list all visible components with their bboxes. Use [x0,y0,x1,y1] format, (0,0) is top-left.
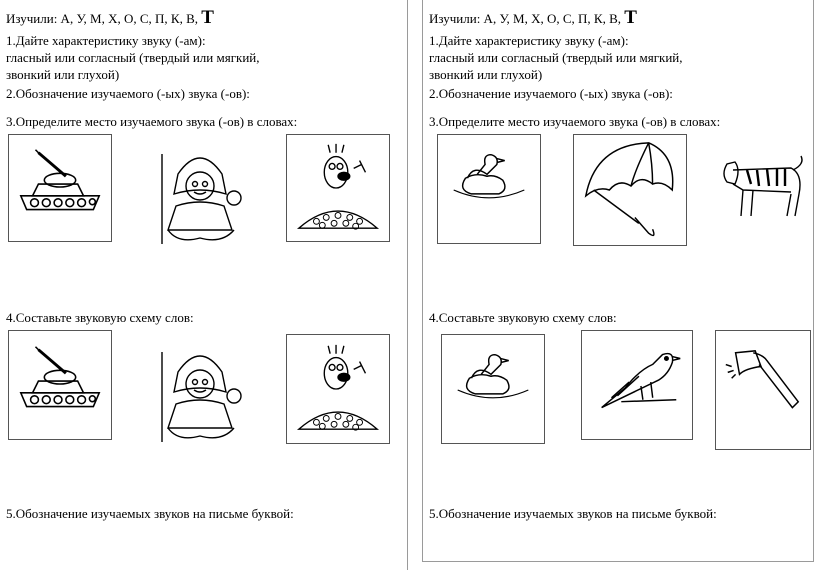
task-1-line-3: звонкий или глухой) [429,67,543,82]
umbrella-icon [574,135,686,245]
task-5-title: 5.Обозначение изучаемых звуков на письме буквой: [429,506,717,521]
picture-axe [715,330,811,450]
mole-icon [287,135,389,241]
bird-icon [582,331,692,439]
task-1-line-3: звонкий или глухой) [6,67,120,82]
duck-icon [438,135,540,243]
picture-grandmother-2 [148,332,252,446]
picture-umbrella [573,134,687,246]
picture-duck [437,134,541,244]
right-worksheet [422,0,814,562]
task-4-title: 4.Составьте звуковую схему слов: [6,310,194,325]
picture-tank [8,134,112,242]
picture-tank-2 [8,330,112,440]
studied-letters [6,7,214,28]
task-1-line-2: гласный или согласный (твердый или мягкий, [6,50,260,65]
studied-new-letter: Т [201,7,214,28]
picture-duck-2 [441,334,545,444]
tank-icon [9,135,111,241]
task-1-title: 1.Дайте характеристику звуку (-ам): [429,33,629,48]
task-1-title: 1.Дайте характеристику звуку (-ам): [6,33,206,48]
grandmother-icon [148,134,252,248]
task-3-title: 3.Определите место изучаемого звука (-ов) в словах: [6,114,298,129]
picture-tiger [707,134,811,244]
studied-letters-text: Изучили: А, У, М, Х, О, С, П, К, В, [6,11,199,26]
studied-letters-text: Изучили: А, У, М, Х, О, С, П, К, В, [429,11,622,26]
axe-icon [716,331,810,449]
mole-icon [287,335,389,443]
tank-icon [9,331,111,439]
task-3-title: 3.Определите место изучаемого звука (-ов) в словах: [429,114,721,129]
studied-letters [429,7,637,28]
studied-new-letter: Т [624,7,637,28]
grandmother-icon [148,332,252,446]
task-5-title: 5.Обозначение изучаемых звуков на письме буквой: [6,506,294,521]
task-4-title: 4.Составьте звуковую схему слов: [429,310,617,325]
duck-icon [442,335,544,443]
tiger-icon [707,134,811,244]
picture-mole [286,134,390,242]
task-1-line-2: гласный или согласный (твердый или мягкий, [429,50,683,65]
picture-grandmother [148,134,252,248]
picture-bird [581,330,693,440]
task-2-title: 2.Обозначение изучаемого (-ых) звука (-ов): [6,86,250,101]
picture-mole-2 [286,334,390,444]
task-2-title: 2.Обозначение изучаемого (-ых) звука (-ов): [429,86,673,101]
